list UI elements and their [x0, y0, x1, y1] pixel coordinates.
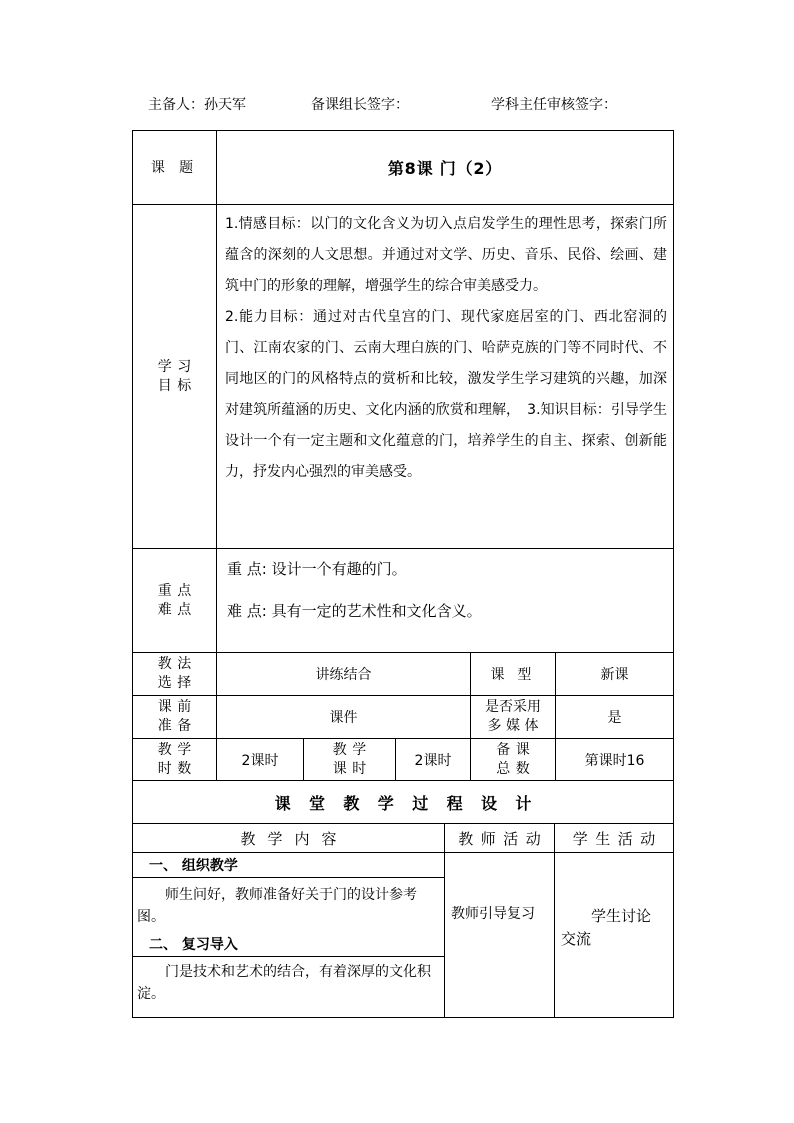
lesson-plan-table	[132, 130, 674, 1018]
process-content-row	[133, 853, 673, 1017]
total-value: 第课时16	[584, 752, 645, 769]
hours-label-line2: 时数	[157, 760, 197, 777]
key-points-row	[133, 549, 673, 653]
hours-row	[133, 739, 673, 781]
objectives-label-line1: 学习	[157, 358, 197, 375]
method-label-line1: 教法	[157, 656, 197, 672]
step2-heading: 二、 复习导入	[149, 937, 238, 953]
teaching-content	[133, 853, 445, 1017]
method-label-line2: 选择	[157, 675, 197, 691]
key-points-label-line1: 重点	[157, 582, 197, 599]
prep-label-line2: 准备	[157, 718, 197, 734]
topic-label: 课 题	[133, 131, 217, 204]
period-value: 2课时	[396, 739, 471, 780]
focus-point: 重 点: 设计一个有趣的门。	[227, 560, 407, 578]
media-label-line2: 多 媒 体	[487, 718, 539, 734]
director-sign-label: 学科主任审核签字：	[491, 97, 617, 113]
document-header	[0, 94, 794, 116]
process-title-row	[133, 781, 673, 824]
hours-label-line1: 教学	[157, 741, 197, 758]
col-content-header: 教学内容	[133, 824, 445, 852]
hours-value: 2课时	[217, 739, 304, 780]
lesson-type-label: 课 型	[471, 653, 556, 695]
preparer-label: 主备人：孙天军	[148, 97, 246, 113]
objective-paragraph-2: 2.能力目标：通过对古代皇宫的门、现代家庭居室的门、西北窑洞的门、江南农家的门、云南大理白族的门、哈萨克族的门等不同时代、不同地区的门的风格特点的赏析和比较，激发学生学习建筑的兴趣，加深对建筑所蕴涵的历史、文化内涵的欣赏和理解， 3.知识目标：引导学生设计一个有一定主题和文化蕴意的门，培养学生的自主、探索、创新能力，抒发内心强烈的审美感受。	[225, 309, 667, 480]
student-activity-line1: 学生讨论	[591, 907, 652, 925]
objectives-row	[133, 205, 673, 549]
process-header-row	[133, 824, 673, 853]
total-label	[471, 739, 556, 780]
method-row	[133, 653, 673, 696]
key-points-content	[217, 549, 673, 652]
total-label-line2: 总数	[496, 760, 536, 777]
media-value: 是	[607, 710, 622, 726]
step1-text: 师生问好，教师准备好关于门的设计参考图。	[137, 887, 417, 925]
media-label	[471, 696, 556, 738]
process-section-title: 课堂教学过程设计	[274, 793, 550, 813]
student-activity	[555, 853, 673, 1017]
lesson-type-value: 新课	[600, 667, 629, 683]
total-label-line1: 备课	[496, 741, 536, 758]
objectives-label-line2: 目标	[157, 377, 197, 394]
step2-text: 门是技术和艺术的结合，有着深厚的文化积淀。	[137, 964, 431, 1002]
col-teacher-header: 教师活动	[445, 824, 555, 852]
group-leader-sign-label: 备课组长签字：	[311, 97, 409, 113]
method-value: 讲练结合	[217, 653, 471, 695]
media-label-line1: 是否采用	[485, 699, 541, 715]
difficulty-point: 难 点: 具有一定的艺术性和文化含义。	[227, 602, 482, 620]
col-student-header: 学生活动	[572, 829, 663, 848]
prep-label	[133, 696, 217, 738]
objectives-content	[217, 205, 673, 548]
period-label-line1: 教学	[332, 741, 372, 758]
step1-heading: 一、 组织教学	[149, 858, 238, 874]
method-label	[133, 653, 217, 695]
teacher-activity: 教师引导复习	[445, 853, 555, 1017]
key-points-label-line2: 难点	[157, 601, 197, 618]
prep-value: 课件	[217, 696, 471, 738]
topic-row	[133, 131, 673, 205]
period-label	[304, 739, 396, 780]
lesson-title: 第8课 门（2）	[387, 159, 503, 178]
prep-row	[133, 696, 673, 739]
key-points-label	[133, 549, 217, 652]
objectives-label	[133, 205, 217, 548]
objective-paragraph-1: 1.情感目标：以门的文化含义为切入点启发学生的理性思考，探索门所蕴含的深刻的人文思想。并通过对文学、历史、音乐、民俗、绘画、建筑中门的形象的理解，增强学生的综合审美感受力。	[225, 216, 667, 294]
period-label-line2: 课时	[332, 760, 372, 777]
student-activity-line2: 交流	[561, 930, 592, 948]
prep-label-line1: 课前	[157, 699, 197, 715]
hours-label	[133, 739, 217, 780]
